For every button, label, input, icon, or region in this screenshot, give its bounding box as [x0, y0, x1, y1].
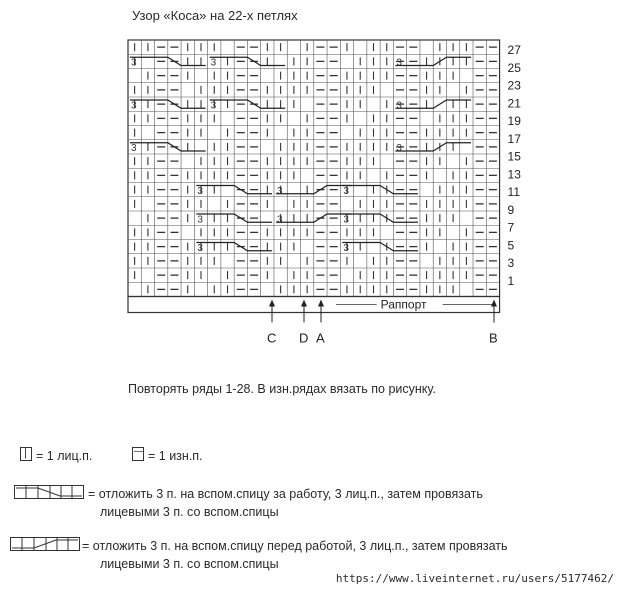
knit-symbol-icon: [20, 447, 32, 461]
repeat-label: Раппорт: [380, 297, 427, 312]
legend-purl: = 1 изн.п.: [148, 449, 203, 463]
legend-knit: = 1 лиц.п.: [36, 449, 93, 463]
cable-label: 3: [197, 242, 203, 254]
cable-label: 3: [343, 214, 349, 226]
chart-bottom-strip: [128, 297, 500, 313]
marker-label: C: [267, 330, 277, 346]
source-url: https://www.liveinternet.ru/users/5177462/: [335, 572, 614, 585]
arrow-head: [301, 300, 307, 307]
row-number: 23: [507, 78, 521, 93]
row-number: 7: [507, 220, 515, 235]
arrow-head: [318, 300, 324, 307]
cable-label: 3: [396, 143, 402, 154]
cable-label: 3: [197, 185, 203, 197]
cable-label: 3: [210, 57, 217, 69]
cable-label: 3: [131, 143, 137, 154]
row-number: 11: [507, 185, 521, 199]
legend-cable-front-line1: = отложить 3 п. на вспом.спицу перед работой, 3 лиц.п., затем провязать: [82, 539, 508, 553]
row-number: 17: [507, 131, 521, 146]
row-number: 13: [507, 167, 521, 182]
cable-back-symbol-icon: [14, 485, 84, 499]
cable-label: 3: [197, 214, 203, 226]
row-numbers: [508, 43, 522, 288]
cable-label: 3: [396, 57, 402, 69]
cable-label: 3: [396, 100, 402, 112]
row-number: 25: [507, 60, 521, 75]
repeat-note: Повторять ряды 1-28. В изн.рядах вязать по рисунку.: [128, 382, 436, 396]
arrow-head: [269, 300, 275, 307]
arrow-head: [491, 300, 497, 307]
marker-label: B: [489, 330, 498, 346]
knit-symbol-glyph: |: [24, 447, 27, 459]
marker-label: D: [299, 330, 309, 346]
legend-cable-front-line2: лицевыми 3 п. со вспом.спицы: [100, 557, 279, 571]
marker-label: A: [316, 330, 325, 346]
row-number: 3: [507, 256, 515, 270]
cable-label: 3: [131, 57, 137, 69]
row-number: 15: [507, 149, 521, 164]
purl-symbol-glyph: —: [134, 446, 144, 457]
cable-label: 3: [343, 185, 349, 197]
cable-label: 3: [210, 100, 217, 112]
row-number: 1: [507, 273, 515, 288]
legend-cable-back-line2: лицевыми 3 п. со вспом.спицы: [100, 505, 279, 519]
row-number: 9: [507, 202, 515, 217]
cable-label: 3: [343, 242, 349, 254]
cable-front-symbol-icon: [10, 537, 80, 551]
row-number: 19: [507, 114, 521, 128]
row-number: 5: [507, 238, 515, 253]
purl-symbol-icon: [132, 447, 144, 461]
cable-label: 3: [131, 100, 137, 112]
cable-label: 3: [276, 214, 283, 226]
legend-cable-back-line1: = отложить 3 п. на вспом.спицу за работу, 3 лиц.п., затем провязать: [88, 487, 483, 501]
chart-title: Узор «Коса» на 22-х петлях: [132, 8, 298, 23]
row-number: 27: [507, 43, 521, 57]
row-number: 21: [507, 96, 521, 111]
chart-grid: [128, 40, 500, 297]
cable-label: 3: [276, 185, 283, 197]
